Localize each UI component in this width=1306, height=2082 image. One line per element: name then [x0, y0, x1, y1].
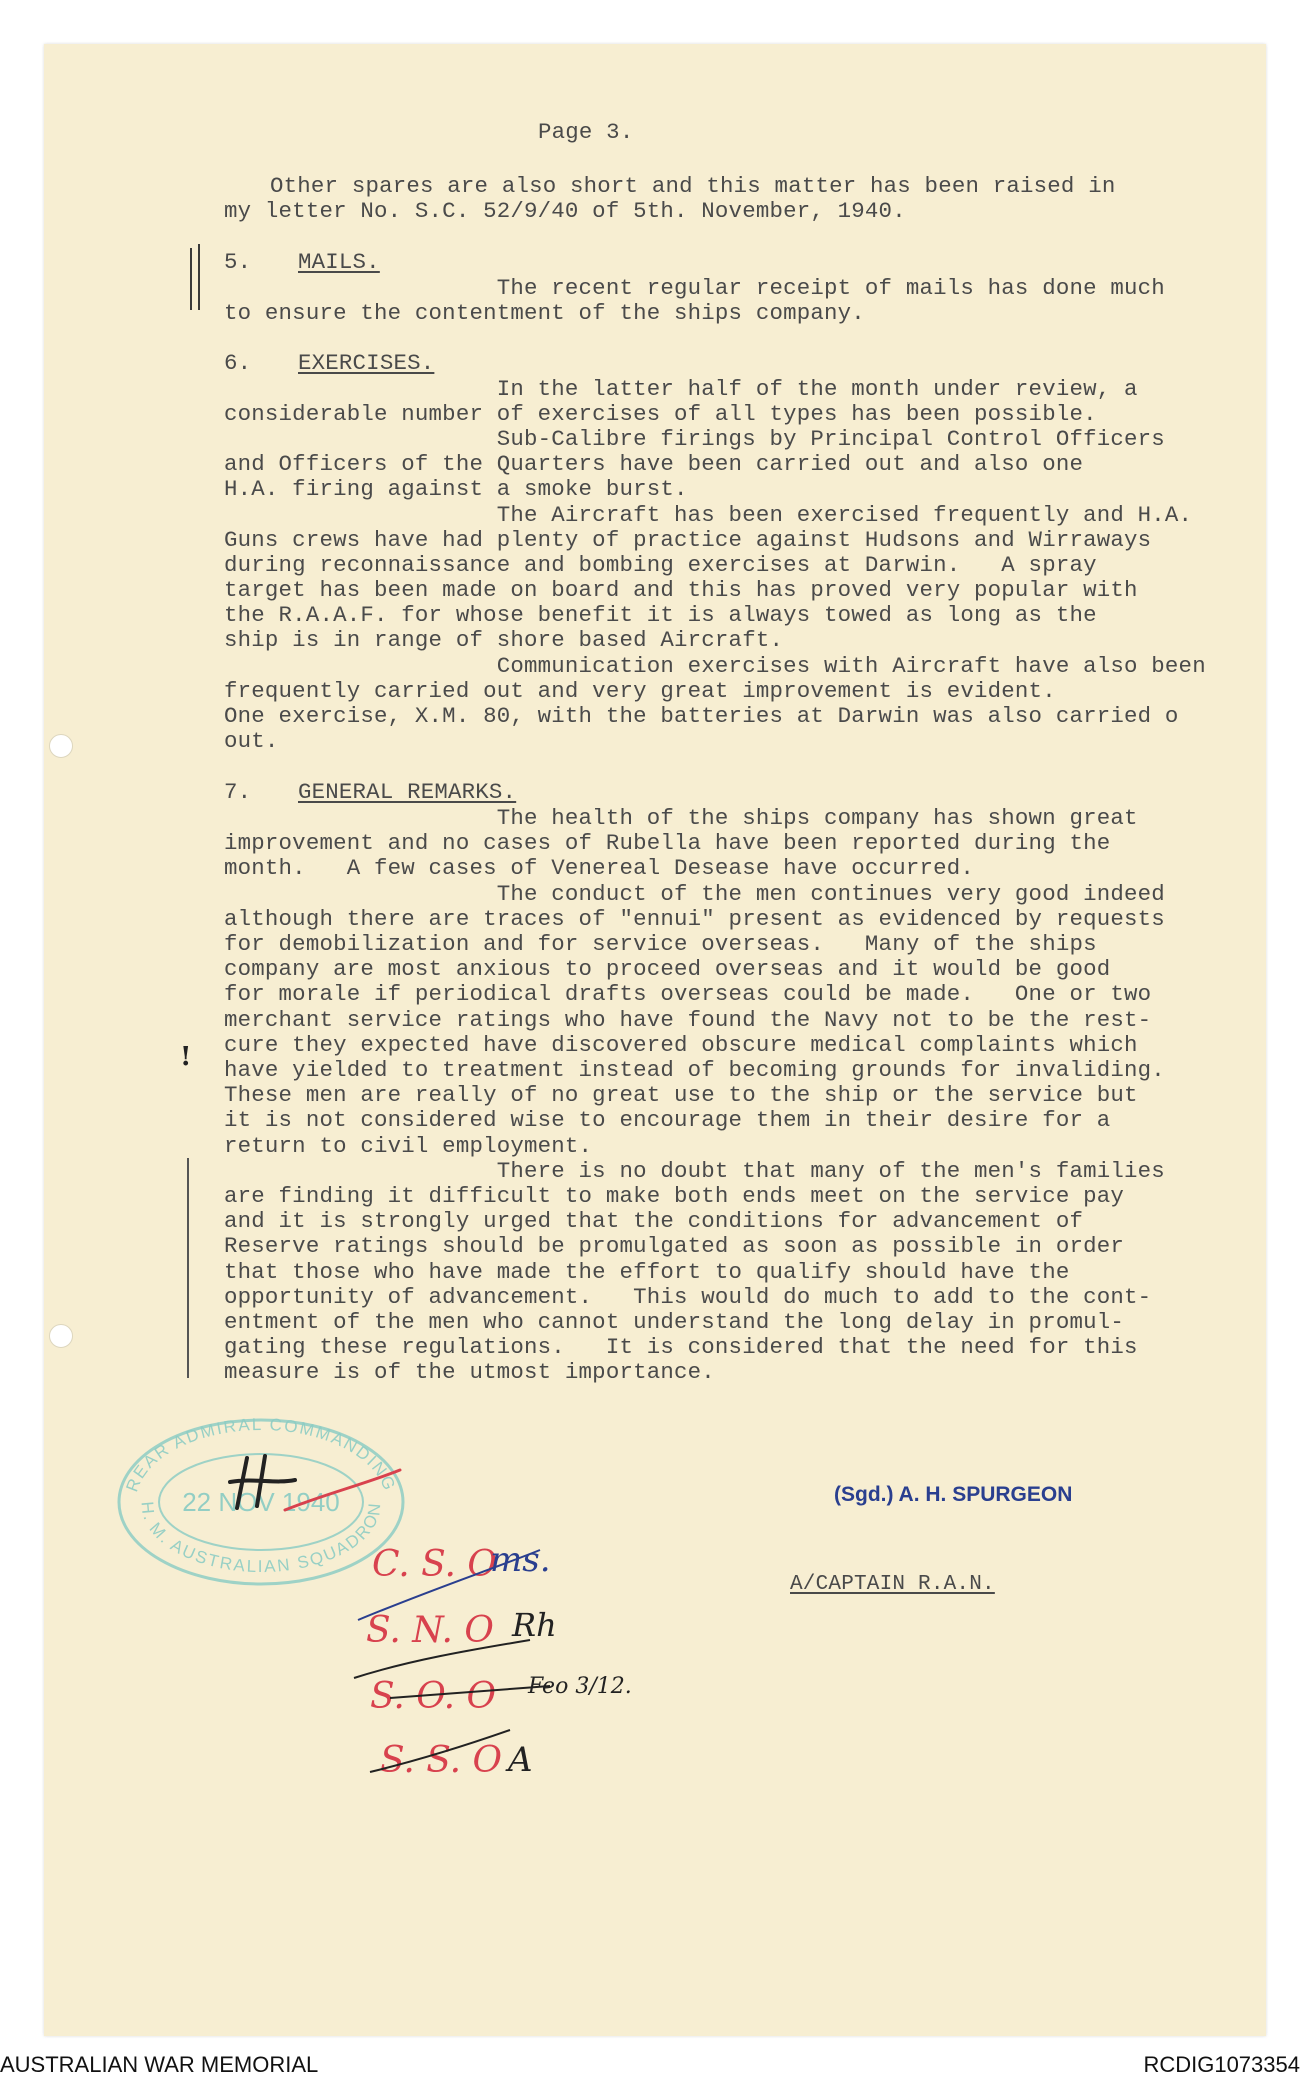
section-6-heading: EXERCISES. [298, 350, 435, 376]
signature-signed: (Sgd.) A. H. SPURGEON [834, 1483, 1073, 1506]
intro-line-1: Other spares are also short and this matter has been raised in [270, 173, 1116, 199]
section-7-line: improvement and no cases of Rubella have been reported during the [224, 830, 1111, 856]
section-6-line: The Aircraft has been exercised frequently and H.A. [224, 502, 1193, 528]
section-6-line: out. [224, 728, 279, 754]
stamp-date: 22 NOV 1940 [182, 1487, 340, 1517]
routing-initial-soo: Feo 3/12. [528, 1674, 632, 1699]
routing-line-soo: S. O. O [370, 1676, 497, 1717]
section-7-line: month. A few cases of Venereal Desease have occurred. [224, 855, 975, 881]
routing-initial-sso: A [508, 1740, 533, 1780]
section-7-line: Reserve ratings should be promulgated as soon as possible in order [224, 1233, 1125, 1259]
stamp-top-text: REAR ADMIRAL COMMANDING [122, 1414, 400, 1495]
section-7-line: have yielded to treatment instead of becoming grounds for invaliding. [224, 1057, 1165, 1083]
section-7-line: company are most anxious to proceed overseas and it would be good [224, 956, 1111, 982]
page-label: Page 3. [538, 119, 634, 145]
routing-line-sso: S. S. O [380, 1740, 503, 1781]
section-7-line: These men are really of no great use to the ship or the service but [224, 1082, 1138, 1108]
section-7-line: for demobilization and for service overseas. Many of the ships [224, 931, 1097, 957]
footer-right: RCDIG1073354 [1143, 2052, 1300, 2077]
section-7-line: opportunity of advancement. This would do much to add to the cont- [224, 1284, 1152, 1310]
routing-line-sno: S. N. O [366, 1610, 494, 1651]
margin-bar [190, 248, 192, 310]
section-6-line: and Officers of the Quarters have been carried out and also one [224, 451, 1084, 477]
section-7-line: measure is of the utmost importance. [224, 1359, 715, 1385]
section-7-line: are finding it difficult to make both ends meet on the service pay [224, 1183, 1125, 1209]
section-6-line: In the latter half of the month under review, a [224, 376, 1138, 402]
signature-title: A/CAPTAIN R.A.N. [790, 1573, 995, 1596]
routing-strikes [350, 1510, 650, 1810]
routing-initial-sno: Rh [512, 1606, 557, 1644]
section-7-line: that those who have made the effort to qualify should have the [224, 1259, 1070, 1285]
section-5-line: to ensure the contentment of the ships company. [224, 300, 865, 326]
stamp-bottom-text: H. M. AUSTRALIAN SQUADRON [137, 1500, 385, 1577]
punch-hole [49, 734, 73, 758]
section-6-line: Sub-Calibre firings by Principal Control Officers [224, 426, 1165, 452]
section-7-line: cure they expected have discovered obscure medical complaints which [224, 1032, 1138, 1058]
section-6-line: the R.A.A.F. for whose benefit it is always towed as long as the [224, 602, 1097, 628]
section-6-line: ship is in range of shore based Aircraft. [224, 627, 784, 653]
section-6-line: Guns crews have had plenty of practice against Hudsons and Wirraways [224, 527, 1152, 553]
margin-bar [187, 1158, 189, 1378]
section-7-number: 7. [224, 779, 252, 805]
section-6-line: during reconnaissance and bombing exercises at Darwin. A spray [224, 552, 1097, 578]
section-6-number: 6. [224, 350, 252, 376]
section-6-line: H.A. firing against a smoke burst. [224, 476, 688, 502]
section-7-line: and it is strongly urged that the conditions for advancement of [224, 1208, 1084, 1234]
routing-initial-cso: ms. [490, 1540, 551, 1580]
section-7-line: for morale if periodical drafts overseas could be made. One or two [224, 981, 1152, 1007]
section-7-line: return to civil employment. [224, 1133, 593, 1159]
section-5-line: The recent regular receipt of mails has done much [224, 275, 1165, 301]
margin-bar [198, 244, 200, 310]
section-7-line: merchant service ratings who have found the Navy not to be the rest- [224, 1007, 1152, 1033]
section-5-heading: MAILS. [298, 249, 380, 275]
section-7-line: it is not considered wise to encourage them in their desire for a [224, 1107, 1111, 1133]
intro-line-2: my letter No. S.C. 52/9/40 of 5th. November, 1940. [224, 198, 906, 224]
section-7-line: gating these regulations. It is considered that the need for this [224, 1334, 1138, 1360]
section-6-line: One exercise, X.M. 80, with the batteries at Darwin was also carried o [224, 703, 1179, 729]
punch-hole [49, 1324, 73, 1348]
routing-line-cso: C. S. O [372, 1544, 497, 1585]
section-6-line: considerable number of exercises of all types has been possible. [224, 401, 1097, 427]
section-7-heading: GENERAL REMARKS. [298, 779, 517, 805]
section-6-line: Communication exercises with Aircraft have also been [224, 653, 1206, 679]
section-7-line: entment of the men who cannot understand the long delay in promul- [224, 1309, 1125, 1335]
section-7-line: The health of the ships company has shown great [224, 805, 1138, 831]
section-7-line: The conduct of the men continues very good indeed [224, 881, 1165, 907]
footer-left: AUSTRALIAN WAR MEMORIAL [0, 2052, 319, 2077]
section-5-number: 5. [224, 249, 252, 275]
section-6-line: frequently carried out and very great improvement is evident. [224, 678, 1056, 704]
section-6-line: target has been made on board and this has proved very popular with [224, 577, 1138, 603]
section-7-line: There is no doubt that many of the men's families [224, 1158, 1165, 1184]
section-7-line: although there are traces of "ennui" present as evidenced by requests [224, 906, 1165, 932]
margin-exclamation: ! [180, 1042, 192, 1072]
